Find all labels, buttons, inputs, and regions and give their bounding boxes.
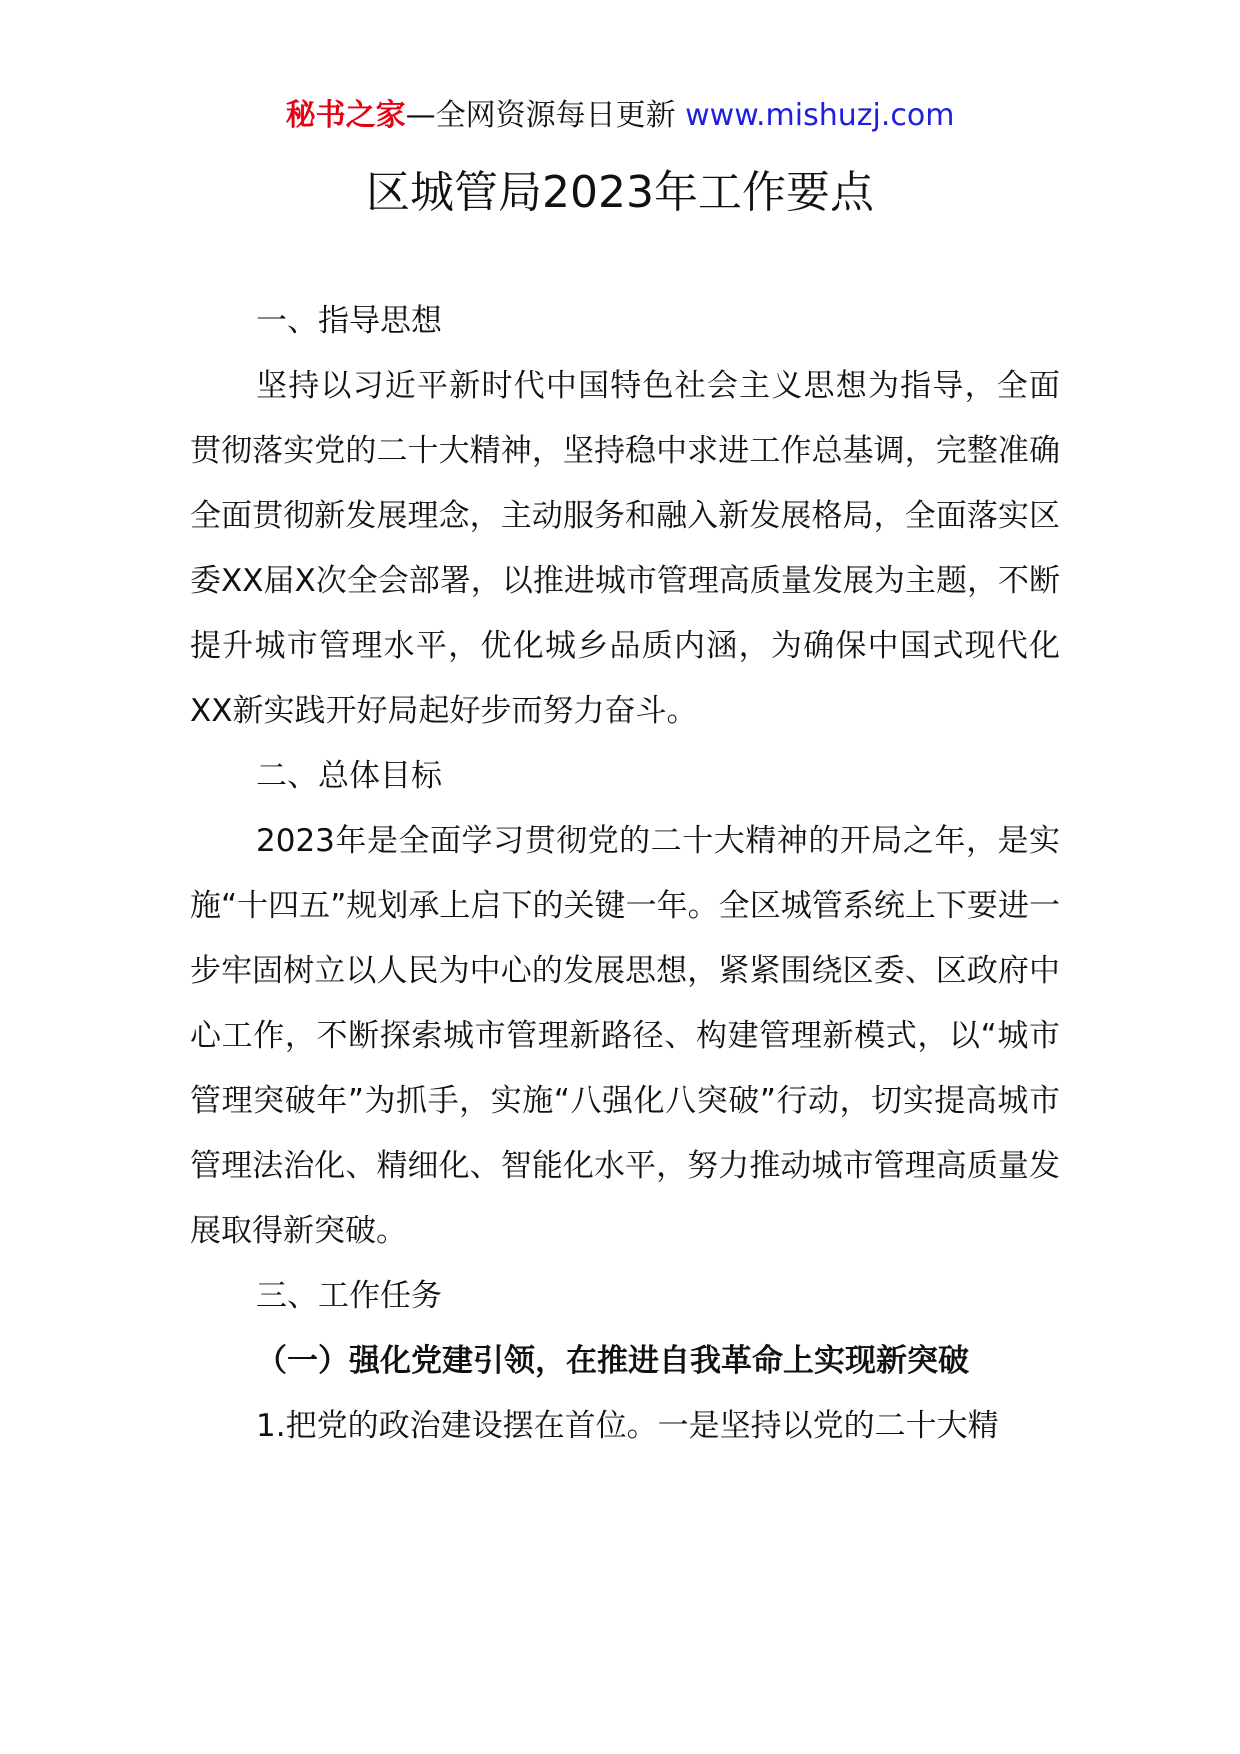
- section-paragraph: 1.把党的政治建设摆在首位。一是坚持以党的二十大精: [256, 1408, 999, 1444]
- document-title: 区城管局2023年工作要点: [366, 167, 874, 218]
- section-paragraph: 坚持以习近平新时代中国特色社会主义思想为指导，全面贯彻落实党的二十大精神，坚持稳中求进工作总基调，完整准确全面贯彻新发展理念，主动服务和融入新发展格局，全面落实区委XX届X次全会部署，以推进城市管理高质量发展为主题，不断提升城市管理水平，优化城乡品质内涵，为确保中国式现代化XX新实践开好局起好步而努力奋斗。: [190, 368, 1060, 729]
- document-body: [190, 289, 1060, 1459]
- section-heading: 二、总体目标: [256, 758, 442, 794]
- section-heading: 一、指导思想: [256, 303, 442, 339]
- section-heading: 三、工作任务: [256, 1278, 442, 1314]
- site-banner: [0, 96, 1240, 136]
- section-paragraph: 2023年是全面学习贯彻党的二十大精神的开局之年，是实施“十四五”规划承上启下的关键一年。全区城管系统上下要进一步牢固树立以人民为中心的发展思想，紧紧围绕区委、区政府中心工作，不断探索城市管理新路径、构建管理新模式，以“城市管理突破年”为抓手，实施“八强化八突破”行动，切实提高城市管理法治化、精细化、智能化水平，努力推动城市管理高质量发展取得新突破。: [190, 823, 1060, 1249]
- section-subheading: （一）强化党建引领，在推进自我革命上实现新突破: [256, 1343, 969, 1379]
- site-tagline: —全网资源每日更新: [405, 98, 686, 133]
- site-url-link[interactable]: www.mishuzj.com: [685, 98, 955, 133]
- site-brand: 秘书之家: [285, 98, 406, 133]
